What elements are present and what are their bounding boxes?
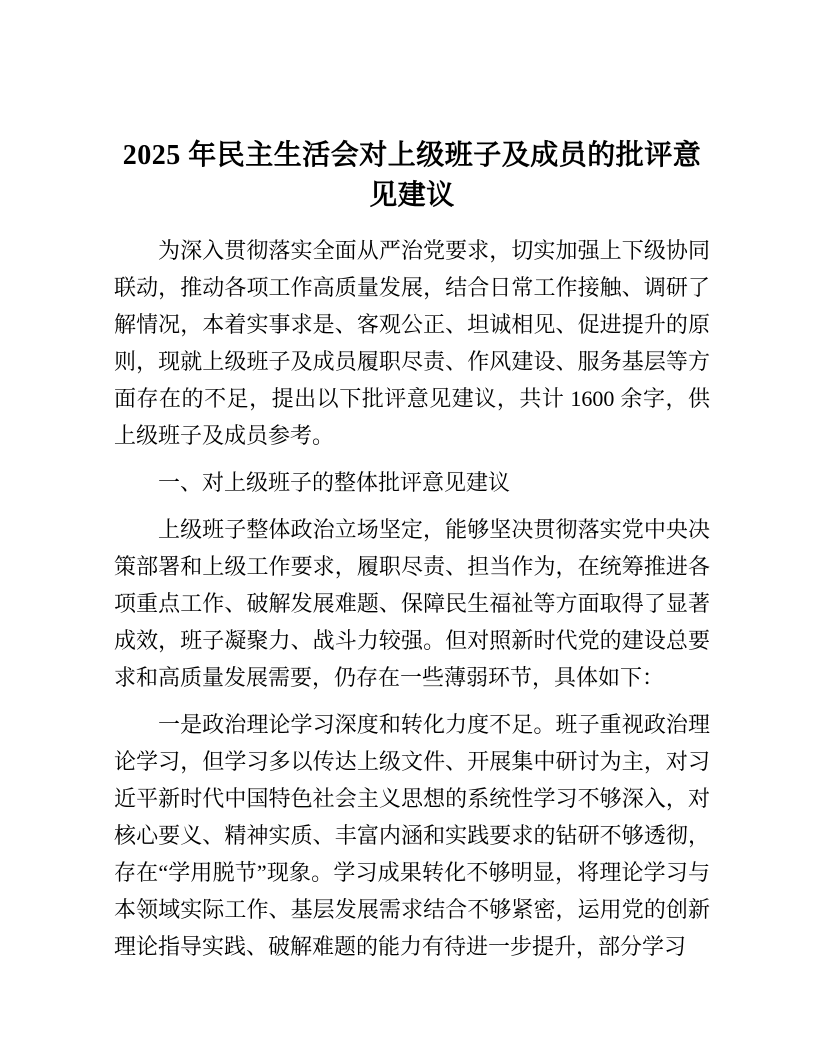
document-title: 2025 年民主生活会对上级班子及成员的批评意见建议: [122, 140, 702, 211]
paragraph-issue-1: 一是政治理论学习深度和转化力度不足。班子重视政治理论学习，但学习多以传达上级文件、开展集中研讨为主，对习近平新时代中国特色社会主义思想的系统性学习不够深入，对核心要义、精神实质、丰富内涵和实践要求的钻研不够透彻，存在“学用脱节”现象。学习成果转化不够明显，将理论学习与本领域实际工作、基层发展需求结合不够紧密，运用党的创新理论指导实践、破解难题的能力有待进一步提升，部分学习: [114, 712, 710, 959]
paragraph-overall-assessment: 上级班子整体政治立场坚定，能够坚决贯彻落实党中央决策部署和上级工作要求，履职尽责、担当作为，在统筹推进各项重点工作、破解发展难题、保障民生福祉等方面取得了显著成效，班子凝聚力、战斗力较强。但对照新时代党的建设总要求和高质量发展需要，仍存在一些薄弱环节，具体如下：: [114, 517, 710, 690]
paragraph-intro: 为深入贯彻落实全面从严治党要求，切实加强上下级协同联动，推动各项工作高质量发展，结合日常工作接触、调研了解情况，本着实事求是、客观公正、坦诚相见、促进提升的原则，现就上级班子及成员履职尽责、作风建设、服务基层等方面存在的不足，提出以下批评意见建议，共计 1600 余字，供上级班子及成员参考。: [114, 238, 710, 448]
section-heading-1: 一、对上级班子的整体批评意见建议: [158, 470, 511, 495]
